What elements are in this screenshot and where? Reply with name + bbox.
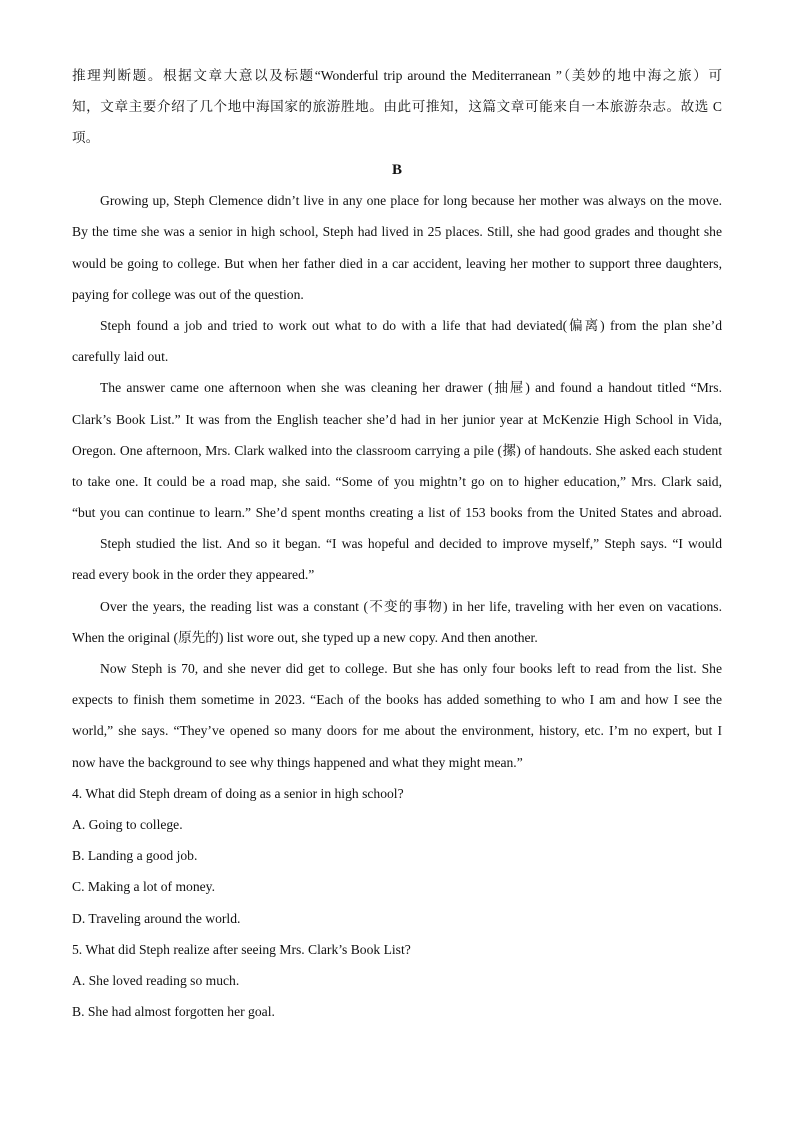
intro-line-1: 推理判断题。根据文章大意以及标题“Wonderful trip around the Mediterranean ”（美妙的地中海之旅）可 [72,68,722,83]
question-5-stem: 5. What did Steph realize after seeing Mrs. Clark’s Book List? [72,942,411,957]
passage-line: expects to finish them sometime in 2023. “Each of the books has added something to who I am and how I see the [72,692,722,707]
passage-line: By the time she was a senior in high school, Steph had lived in 25 places. Still, she had good grades and thought she [72,224,722,239]
passage-line: Steph found a job and tried to work out what to do with a life that had deviated(偏离) from the plan she’d [100,318,722,333]
question-4-stem: 4. What did Steph dream of doing as a senior in high school? [72,786,404,801]
intro-line-3: 项。 [72,130,100,145]
question-4-option-c: C. Making a lot of money. [72,879,215,894]
question-5-option-b: B. She had almost forgotten her goal. [72,1004,275,1019]
passage-line: Over the years, the reading list was a constant (不变的事物) in her life, traveling with her even on vacations. [100,599,722,614]
passage-line: Now Steph is 70, and she never did get to college. But she has only four books left to read from the list. She [100,661,722,676]
passage-line: “but you can continue to learn.” She’d spent months creating a list of 153 books from the United States and abroad. [72,505,722,520]
passage-line: would be going to college. But when her father died in a car accident, leaving her mother to support three daughters, [72,256,722,271]
question-4-option-a: A. Going to college. [72,817,183,832]
question-4-option-b: B. Landing a good job. [72,848,198,863]
passage-line: Steph studied the list. And so it began. “I was hopeful and decided to improve myself,” Steph says. “I would [100,536,722,551]
passage-line: Clark’s Book List.” It was from the English teacher she’d had in her junior year at McKenzie High School in Vida, [72,412,722,427]
passage-line: paying for college was out of the question. [72,287,304,302]
passage-line: read every book in the order they appeared.” [72,567,315,582]
question-4-option-d: D. Traveling around the world. [72,911,241,926]
passage-line: now have the background to see why things happened and what they might mean.” [72,755,523,770]
passage-line: Growing up, Steph Clemence didn’t live in any one place for long because her mother was always on the move. [100,193,722,208]
passage-line: carefully laid out. [72,349,169,364]
passage-line: Oregon. One afternoon, Mrs. Clark walked into the classroom carrying a pile (摞) of handouts. She asked each student [72,443,722,458]
passage-line: The answer came one afternoon when she was cleaning her drawer (抽屉) and found a handout titled “Mrs. [100,380,722,395]
intro-line-2: 知，文章主要介绍了几个地中海国家的旅游胜地。由此可推知，这篇文章可能来自一本旅游杂志。故选 C [72,99,722,114]
section-heading: B [391,162,402,178]
passage-line: world,” she says. “They’ve opened so many doors for me about the environment, history, etc. I’m no expert, but I [72,723,722,738]
passage-line: to take one. It could be a road map, she said. “Some of you mightn’t go on to higher education,” Mrs. Clark said, [72,474,722,489]
passage-line: When the original (原先的) list wore out, she typed up a new copy. And then another. [72,630,538,645]
question-5-option-a: A. She loved reading so much. [72,973,240,988]
